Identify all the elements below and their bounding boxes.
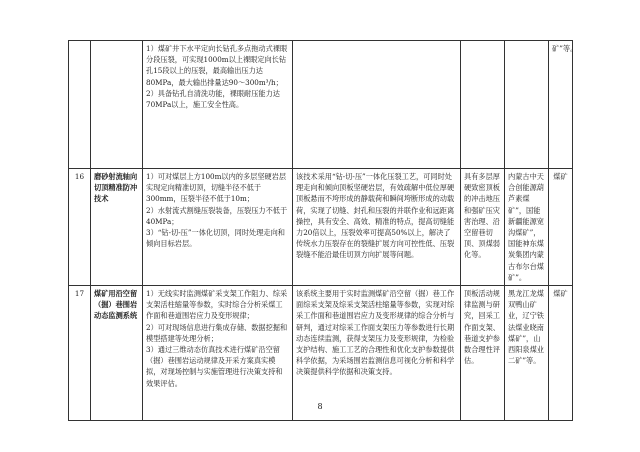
technology-name: 磨砂射流轴向切顶精准防冲技术 [91,169,143,286]
description [293,41,461,169]
table-row [69,169,573,286]
main-features [143,286,293,421]
scope: 矿”等。 [549,41,573,169]
cases [505,41,549,169]
main-features [143,41,293,169]
page-number: 8 [317,402,323,411]
row-number: 16 [69,169,91,286]
row-number [69,41,91,169]
description: 该系统主要用于实时监测煤矿沿空留（掘）巷工作面综采支架及综采支架活柱缩量等参数，实现对综采工作面和巷道围岩应力及变形规律的综合分析与研判，通过对综采工作面支架压力等参数进行长期动态连续监测，获得支架压力及变形规律，为检验支护结构、施工工艺的合理性和优化支护参数提供科学依据，为采场围岩监测信息可视化分析和科学决策提供科学依据和决策支持。 [293,286,461,421]
cases: 内蒙古中天合创能源葫芦素煤矿”，国能新疆能源宽沟煤矿”，国能神东煤炭集团内蒙古布尔台煤矿”。 [505,169,549,286]
application: 顶板活动规律监测与研究，回采工作面支架、巷道支护参数合理性评估。 [461,286,505,421]
row-number: 17 [69,286,91,421]
cases: 黑龙江龙煤双鸭山矿业，辽宁铁法煤业晓南煤矿”，山西阳泉煤业二矿”等。 [505,286,549,421]
technology-name: 煤矿用沿空留（掘）巷围岩动态监测系统 [91,286,143,421]
scope: 煤矿 [549,286,573,421]
application: 具有多层厚硬致密顶板的冲击地压和强矿压灾害治理、沿空留巷切顶、顶煤弱化等。 [461,169,505,286]
scope: 煤矿 [549,169,573,286]
description: 该技术采用“钻-切-压”一体化压裂工艺，可同时处理走向和倾向顶板坚硬岩层，有效疏解中低位厚硬顶板悬而不垮形成的静载荷和瞬间垮断形成的动载荷，实现了切缝、封孔和压裂的并联作业和远距离操控，具有安全、高效、精准的特点，提高切缝能力20倍以上，压裂效率可提高50%以上，解决了传统水力压裂存在的裂缝扩展方向可控性低、压裂裂缝不能沿最佳切顶方向扩展等问题。 [293,169,461,286]
technology-name [91,41,143,169]
main-features-text: 1）煤矿井下水平定向长钻孔多点拖动式裸眼分段压裂，可实现1000m以上裸眼定向长钻孔15段以上的压裂，最高输出压力达80MPa，最大输出排量达90～300m³/h； 2）具备钻孔自清洗功能，裸眼耐压能力达70MPa以上，施工安全性高。 [146,44,288,110]
table-row [69,286,573,421]
main-features-text: 1）无线实时监测煤矿采支架工作阻力、综采支架活柱缩量等参数，实时综合分析采煤工作面和巷道围岩应力及变形规律； 2）可对现场信息进行集成存储、数据挖掘和模型搭建等处理分析； 3）通过三维动态仿真技术进行煤矿沿空留（掘）巷围岩运动规律及开采方案真实模拟，对现场控制与实施管理进行决策支持和效果评估。 [146,289,288,388]
table-row [69,41,573,169]
technology-table [68,40,578,421]
main-features [143,169,293,286]
application [461,41,505,169]
main-features-text: 1）可对煤层上方100m以内的多层坚硬岩层实现定向精准切顶，切缝半径不低于300mm，压裂半径不低于10m； 2）水射流式割缝压裂装备，压裂压力不低于40MPa； 3）“钻-切-压”一体化切顶，同时处理走向和倾向目标岩层。 [146,172,288,249]
